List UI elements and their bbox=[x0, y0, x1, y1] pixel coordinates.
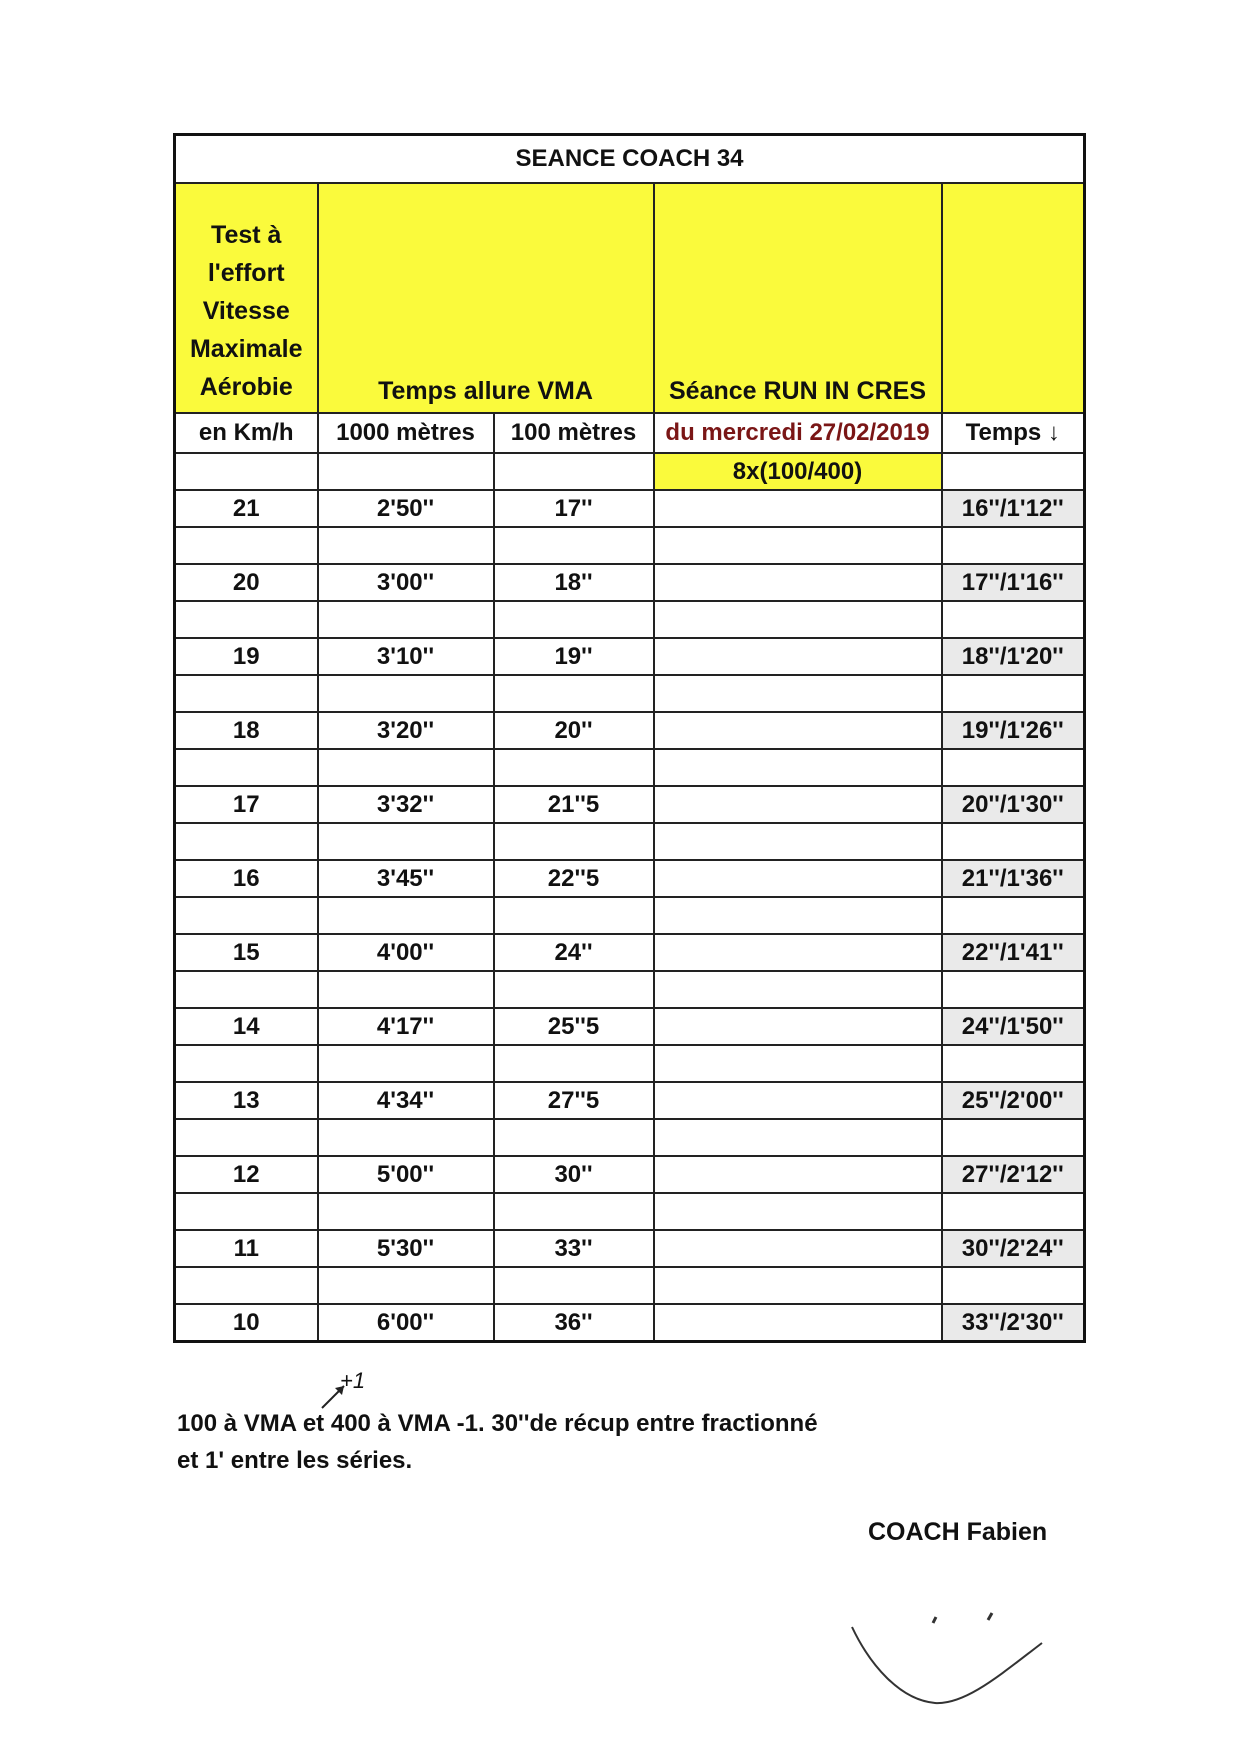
empty-cell bbox=[942, 823, 1085, 860]
empty-cell bbox=[942, 675, 1085, 712]
spacer-row bbox=[175, 675, 1085, 712]
empty-cell bbox=[175, 1119, 318, 1156]
session-cell bbox=[654, 1156, 942, 1193]
table-title: SEANCE COACH 34 bbox=[175, 135, 1085, 184]
time-1000m-cell: 6'00'' bbox=[318, 1304, 494, 1342]
empty-cell bbox=[175, 897, 318, 934]
empty-cell bbox=[654, 749, 942, 786]
target-times-cell: 21''/1'36'' bbox=[942, 860, 1085, 897]
spacer-row bbox=[175, 1119, 1085, 1156]
session-date: du mercredi 27/02/2019 bbox=[654, 413, 942, 453]
empty-cell bbox=[318, 527, 494, 564]
target-times-cell: 33''/2'30'' bbox=[942, 1304, 1085, 1342]
vma-header: Test à l'effort Vitesse Maximale Aérobie bbox=[175, 183, 318, 413]
empty-cell bbox=[942, 1267, 1085, 1304]
empty-cell bbox=[494, 1267, 654, 1304]
time-100m-cell: 19'' bbox=[494, 638, 654, 675]
session-cell bbox=[654, 786, 942, 823]
vma-cell: 21 bbox=[175, 490, 318, 527]
time-1000m-cell: 4'00'' bbox=[318, 934, 494, 971]
spacer-row bbox=[175, 1267, 1085, 1304]
empty-cell bbox=[494, 453, 654, 490]
spacer-row bbox=[175, 527, 1085, 564]
target-times-cell: 16''/1'12'' bbox=[942, 490, 1085, 527]
table-row bbox=[175, 1304, 1085, 1342]
empty-cell bbox=[318, 1045, 494, 1082]
session-cell bbox=[654, 638, 942, 675]
time-1000m-cell: 4'17'' bbox=[318, 1008, 494, 1045]
empty-cell bbox=[494, 601, 654, 638]
session-notes bbox=[177, 1405, 977, 1479]
vma-cell: 19 bbox=[175, 638, 318, 675]
empty-cell bbox=[654, 971, 942, 1008]
vma-cell: 17 bbox=[175, 786, 318, 823]
table-row bbox=[175, 1008, 1085, 1045]
vma-cell: 11 bbox=[175, 1230, 318, 1267]
empty-cell bbox=[942, 1119, 1085, 1156]
empty-cell bbox=[654, 601, 942, 638]
time-1000m-cell: 3'10'' bbox=[318, 638, 494, 675]
table-row bbox=[175, 860, 1085, 897]
empty-cell bbox=[654, 1045, 942, 1082]
spacer-row bbox=[175, 749, 1085, 786]
time-100m-cell: 36'' bbox=[494, 1304, 654, 1342]
time-100m-cell: 20'' bbox=[494, 712, 654, 749]
empty-cell bbox=[318, 1193, 494, 1230]
empty-cell bbox=[494, 823, 654, 860]
empty-cell bbox=[318, 601, 494, 638]
empty-cell bbox=[942, 971, 1085, 1008]
time-100m-cell: 30'' bbox=[494, 1156, 654, 1193]
time-1000m-cell: 4'34'' bbox=[318, 1082, 494, 1119]
time-100m-cell: 18'' bbox=[494, 564, 654, 601]
table-row bbox=[175, 564, 1085, 601]
empty-cell bbox=[654, 1267, 942, 1304]
target-times-cell: 20''/1'30'' bbox=[942, 786, 1085, 823]
session-cell bbox=[654, 860, 942, 897]
time-100m-cell: 22''5 bbox=[494, 860, 654, 897]
session-cell bbox=[654, 564, 942, 601]
empty-cell bbox=[318, 897, 494, 934]
session-table bbox=[173, 133, 1086, 1343]
empty-cell bbox=[175, 601, 318, 638]
target-times-cell: 17''/1'16'' bbox=[942, 564, 1085, 601]
spacer-row bbox=[175, 897, 1085, 934]
vma-cell: 15 bbox=[175, 934, 318, 971]
time-1000m-cell: 3'45'' bbox=[318, 860, 494, 897]
spacer-row bbox=[175, 1045, 1085, 1082]
empty-cell bbox=[175, 1193, 318, 1230]
target-times-cell: 25''/2'00'' bbox=[942, 1082, 1085, 1119]
table-row bbox=[175, 934, 1085, 971]
time-100m-cell: 21''5 bbox=[494, 786, 654, 823]
empty-cell bbox=[494, 897, 654, 934]
session-cell bbox=[654, 1230, 942, 1267]
empty-cell bbox=[318, 749, 494, 786]
empty-cell bbox=[494, 749, 654, 786]
empty-cell bbox=[175, 1045, 318, 1082]
vma-cell: 13 bbox=[175, 1082, 318, 1119]
empty-cell bbox=[318, 453, 494, 490]
time-1000m-cell: 2'50'' bbox=[318, 490, 494, 527]
time-1000m-cell: 5'00'' bbox=[318, 1156, 494, 1193]
empty-cell bbox=[175, 527, 318, 564]
units-label: en Km/h bbox=[175, 413, 318, 453]
vma-cell: 12 bbox=[175, 1156, 318, 1193]
empty-cell bbox=[942, 1193, 1085, 1230]
empty-cell bbox=[318, 971, 494, 1008]
table-row bbox=[175, 786, 1085, 823]
time-100m-cell: 17'' bbox=[494, 490, 654, 527]
empty-cell bbox=[654, 823, 942, 860]
empty-cell bbox=[318, 1119, 494, 1156]
target-times-cell: 27''/2'12'' bbox=[942, 1156, 1085, 1193]
session-header: Séance RUN IN CRES bbox=[654, 183, 942, 413]
target-times-cell: 22''/1'41'' bbox=[942, 934, 1085, 971]
empty-cell bbox=[942, 749, 1085, 786]
empty-cell bbox=[175, 823, 318, 860]
time-100m-cell: 27''5 bbox=[494, 1082, 654, 1119]
table-row bbox=[175, 712, 1085, 749]
empty-cell bbox=[175, 971, 318, 1008]
time-100m-cell: 25''5 bbox=[494, 1008, 654, 1045]
spacer-row bbox=[175, 971, 1085, 1008]
spacer-row bbox=[175, 823, 1085, 860]
session-cell bbox=[654, 934, 942, 971]
signature-image bbox=[840, 1605, 1060, 1715]
empty-cell bbox=[654, 897, 942, 934]
session-cell bbox=[654, 1304, 942, 1342]
empty-cell bbox=[175, 749, 318, 786]
times-label: Temps bbox=[965, 419, 1042, 446]
col-1000-label: 1000 mètres bbox=[318, 413, 494, 453]
vma-cell: 16 bbox=[175, 860, 318, 897]
spacer-row bbox=[175, 453, 1085, 490]
times-header-blank bbox=[942, 183, 1085, 413]
spacer-row bbox=[175, 601, 1085, 638]
empty-cell bbox=[494, 971, 654, 1008]
vma-cell: 14 bbox=[175, 1008, 318, 1045]
session-cell bbox=[654, 490, 942, 527]
empty-cell bbox=[942, 527, 1085, 564]
empty-cell bbox=[942, 1045, 1085, 1082]
coach-signoff: COACH Fabien bbox=[868, 1518, 1048, 1546]
empty-cell bbox=[494, 675, 654, 712]
arrow-down-icon: ↓ bbox=[1047, 419, 1060, 446]
empty-cell bbox=[318, 675, 494, 712]
notes-line-1: 100 à VMA et 400 à VMA -1. 30''de récup entre fractionné bbox=[177, 1410, 818, 1437]
empty-cell bbox=[494, 1193, 654, 1230]
handwritten-correction: +1 bbox=[340, 1368, 366, 1393]
empty-cell bbox=[494, 527, 654, 564]
times-label-cell bbox=[942, 413, 1085, 453]
table-body bbox=[175, 453, 1085, 1342]
table-row bbox=[175, 490, 1085, 527]
time-1000m-cell: 3'32'' bbox=[318, 786, 494, 823]
time-1000m-cell: 3'00'' bbox=[318, 564, 494, 601]
session-cell bbox=[654, 712, 942, 749]
empty-cell bbox=[318, 823, 494, 860]
session-cell bbox=[654, 1082, 942, 1119]
empty-cell bbox=[942, 601, 1085, 638]
time-100m-cell: 33'' bbox=[494, 1230, 654, 1267]
empty-cell bbox=[942, 897, 1085, 934]
empty-cell bbox=[942, 453, 1085, 490]
table-row bbox=[175, 1082, 1085, 1119]
empty-cell bbox=[654, 527, 942, 564]
notes-line-2: et 1' entre les séries. bbox=[177, 1447, 413, 1474]
spacer-row bbox=[175, 1193, 1085, 1230]
session-cell bbox=[654, 1008, 942, 1045]
table-row bbox=[175, 1230, 1085, 1267]
vma-cell: 10 bbox=[175, 1304, 318, 1342]
pace-header: Temps allure VMA bbox=[318, 183, 654, 413]
col-100-label: 100 mètres bbox=[494, 413, 654, 453]
target-times-cell: 30''/2'24'' bbox=[942, 1230, 1085, 1267]
empty-cell bbox=[494, 1045, 654, 1082]
table-row bbox=[175, 1156, 1085, 1193]
time-1000m-cell: 3'20'' bbox=[318, 712, 494, 749]
empty-cell bbox=[318, 1267, 494, 1304]
table-row bbox=[175, 638, 1085, 675]
target-times-cell: 18''/1'20'' bbox=[942, 638, 1085, 675]
time-1000m-cell: 5'30'' bbox=[318, 1230, 494, 1267]
vma-cell: 20 bbox=[175, 564, 318, 601]
empty-cell bbox=[494, 1119, 654, 1156]
vma-cell: 18 bbox=[175, 712, 318, 749]
workout-cell: 8x(100/400) bbox=[654, 453, 942, 490]
empty-cell bbox=[175, 453, 318, 490]
empty-cell bbox=[175, 1267, 318, 1304]
empty-cell bbox=[654, 1193, 942, 1230]
target-times-cell: 19''/1'26'' bbox=[942, 712, 1085, 749]
empty-cell bbox=[654, 1119, 942, 1156]
empty-cell bbox=[175, 675, 318, 712]
target-times-cell: 24''/1'50'' bbox=[942, 1008, 1085, 1045]
empty-cell bbox=[654, 675, 942, 712]
time-100m-cell: 24'' bbox=[494, 934, 654, 971]
